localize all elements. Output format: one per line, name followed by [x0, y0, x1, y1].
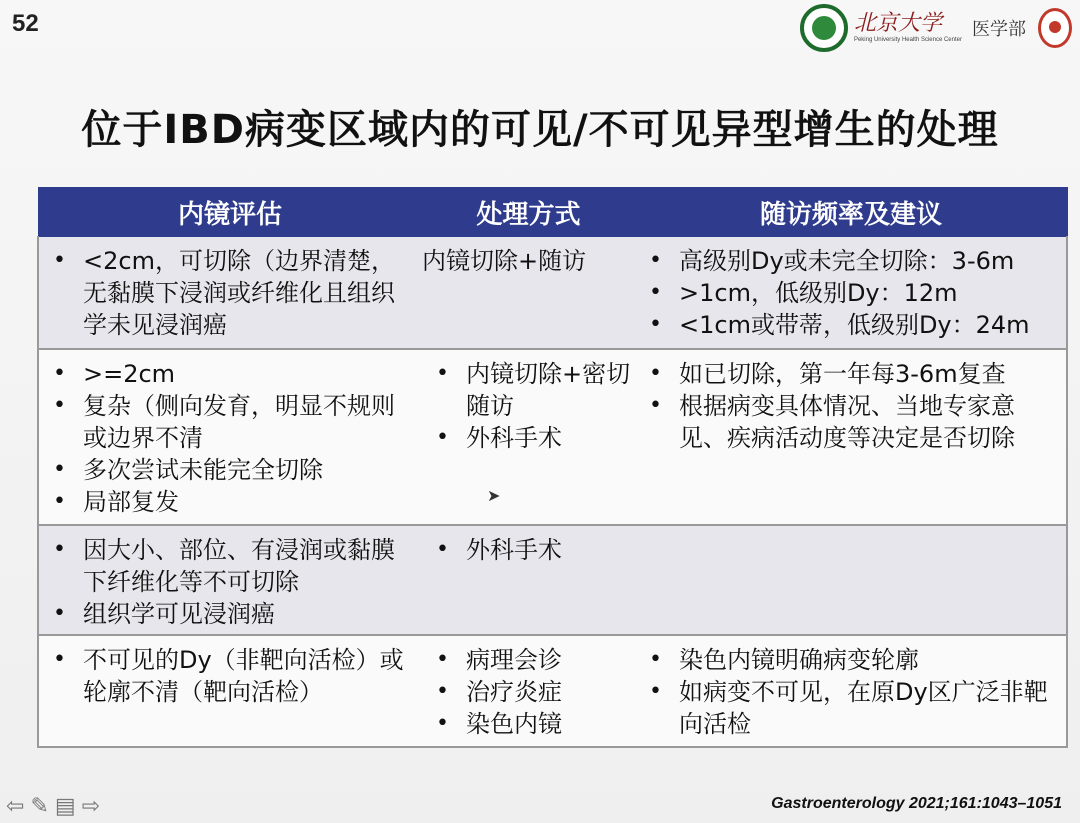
list-item: • 外科手术 — [426, 422, 631, 454]
cell-followup — [635, 237, 1067, 349]
pen-icon[interactable]: ✎ — [30, 794, 49, 819]
list-item: • 局部复发 — [43, 486, 418, 518]
mouse-cursor-icon: ➤ — [487, 486, 501, 505]
list-item: • 如病变不可见，在原Dy区广泛非靶向活检 — [639, 676, 1062, 740]
slide-nav — [6, 794, 100, 819]
department-label: 医学部 — [972, 19, 1026, 40]
list-item: • 多次尝试未能完全切除 — [43, 454, 418, 486]
hospital-logo-icon — [1038, 8, 1072, 48]
cell-followup — [635, 349, 1067, 525]
cell-treatment — [422, 349, 635, 525]
logo-area — [800, 4, 1072, 52]
table-row — [38, 635, 1067, 747]
citation: Gastroenterology 2021;161:1043–1051 — [771, 795, 1062, 812]
header-assessment: 内镜评估 — [38, 188, 422, 237]
list-item: • 如已切除，第一年每3-6m复查 — [639, 358, 1062, 390]
list-item: • 染色内镜明确病变轮廓 — [639, 644, 1062, 676]
header-followup: 随访频率及建议 — [635, 188, 1067, 237]
treatment-text: 内镜切除+随访 — [422, 247, 587, 275]
list-item: • 因大小、部位、有浸润或黏膜下纤维化等不可切除 — [43, 534, 418, 598]
list-item: • <2cm，可切除（边界清楚，无黏膜下浸润或纤维化且组织学未见浸润癌 — [43, 245, 418, 341]
list-item: • 治疗炎症 — [426, 676, 631, 708]
arrow-left-icon[interactable]: ⇦ — [6, 794, 25, 819]
list-item: • 内镜切除+密切随访 — [426, 358, 631, 422]
list-item: • <1cm或带蒂，低级别Dy：24m — [639, 309, 1062, 341]
cell-treatment — [422, 635, 635, 747]
list-item: • 不可见的Dy（非靶向活检）或轮廓不清（靶向活检） — [43, 644, 418, 708]
list-item: • 复杂（侧向发育，明显不规则或边界不清 — [43, 390, 418, 454]
list-item: • 外科手术 — [426, 534, 631, 566]
list-item: • 病理会诊 — [426, 644, 631, 676]
university-subtitle: Peking University Health Science Center — [853, 37, 962, 43]
table-row — [38, 349, 1067, 525]
list-item: • 染色内镜 — [426, 708, 631, 740]
cell-followup — [635, 635, 1067, 747]
table-header-row — [38, 188, 1067, 237]
list-item: • >1cm，低级别Dy：12m — [639, 277, 1062, 309]
cell-assessment — [38, 349, 422, 525]
table-row — [38, 525, 1067, 635]
list-item: • 根据病变具体情况、当地专家意见、疾病活动度等决定是否切除 — [639, 390, 1062, 454]
university-seal-icon — [800, 4, 848, 52]
list-item: • 组织学可见浸润癌 — [43, 598, 418, 630]
header-treatment: 处理方式 — [422, 188, 635, 237]
list-item: • 高级别Dy或未完全切除：3-6m — [639, 245, 1062, 277]
list-item: • >=2cm — [43, 358, 418, 390]
cell-followup — [635, 525, 1067, 635]
university-name: 北京大学 — [853, 11, 942, 36]
slide-menu-icon[interactable]: ▤ — [54, 794, 76, 819]
cell-assessment — [38, 237, 422, 349]
arrow-right-icon[interactable]: ⇨ — [81, 794, 101, 819]
cell-treatment — [422, 525, 635, 635]
university-logo — [854, 13, 962, 43]
slide-title: 位于IBD病变区域内的可见/不可见异型增生的处理 — [81, 107, 999, 153]
management-table — [37, 187, 1068, 748]
cell-assessment — [38, 525, 422, 635]
cell-assessment — [38, 635, 422, 747]
slide-number: 52 — [12, 10, 39, 37]
cell-treatment — [422, 237, 635, 349]
table-row — [38, 237, 1067, 349]
